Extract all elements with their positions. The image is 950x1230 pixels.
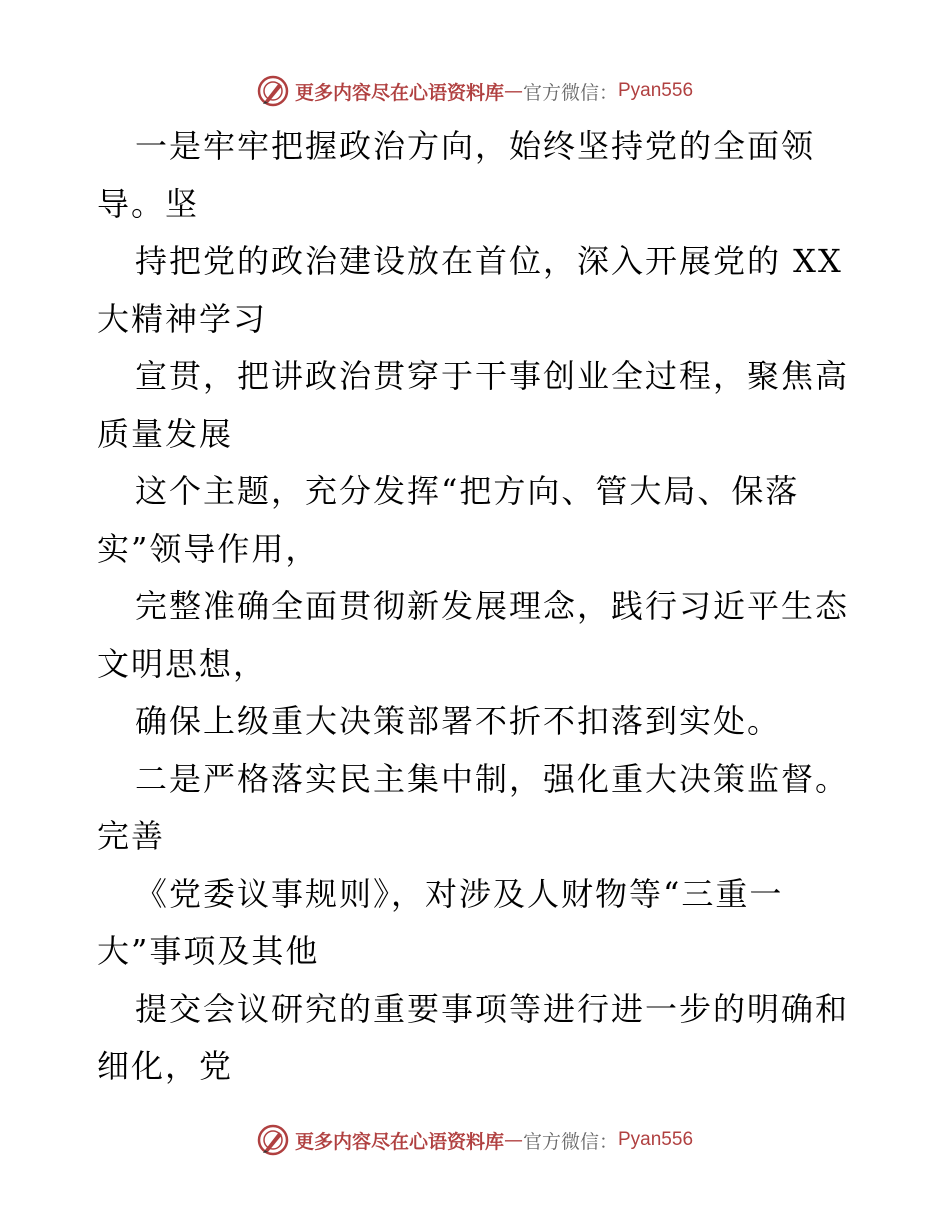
watermark-wechat-id: Pyan556 — [618, 1129, 694, 1150]
text-line: 持把党的政治建设放在首位，深入开展党的 XX — [135, 242, 843, 280]
document-body — [97, 118, 857, 1096]
text-line: 宣贯，把讲政治贯穿于干事创业全过程，聚焦高 — [135, 357, 850, 395]
text-line: 二是严格落实民主集中制，强化重大决策监督。 — [135, 759, 850, 798]
text-line: 确保上级重大决策部署不折不扣落到实处。 — [135, 702, 782, 740]
text-line: 大”事项及其他 — [97, 932, 320, 970]
pen-logo-icon — [257, 75, 289, 107]
pen-logo-icon — [257, 1124, 289, 1156]
text-line: 导。坚 — [97, 184, 200, 223]
text-line: 文明思想， — [97, 644, 268, 683]
text-line: 完善 — [97, 817, 166, 855]
watermark-wechat-label: 官方微信： — [522, 81, 618, 104]
watermark-dash: — — [503, 1129, 523, 1151]
header-watermark — [0, 71, 950, 111]
watermark-main-text: 更多内容尽在心语资料库 — [294, 81, 504, 104]
watermark-main-text: 更多内容尽在心语资料库 — [294, 1130, 504, 1153]
watermark-wechat-id: Pyan556 — [618, 80, 694, 101]
text-line: 提交会议研究的重要事项等进行进一步的明确和 — [135, 989, 850, 1028]
text-line: 细化，党 — [97, 1047, 234, 1085]
watermark-wechat-label: 官方微信： — [522, 1130, 618, 1153]
text-line: 一是牢牢把握政治方向，始终坚持党的全面领 — [135, 127, 816, 165]
text-line: 大精神学习 — [97, 299, 268, 338]
text-line: 完整准确全面贯彻新发展理念，践行习近平生态 — [135, 587, 850, 625]
watermark-dash: — — [503, 80, 523, 102]
footer-watermark — [0, 1120, 950, 1160]
text-line: 质量发展 — [97, 414, 234, 453]
text-line: 《党委议事规则》，对涉及人财物等“三重一 — [135, 874, 784, 913]
text-line: 实”领导作用， — [97, 529, 320, 568]
text-line: 这个主题，充分发挥“把方向、管大局、保落 — [135, 472, 800, 510]
